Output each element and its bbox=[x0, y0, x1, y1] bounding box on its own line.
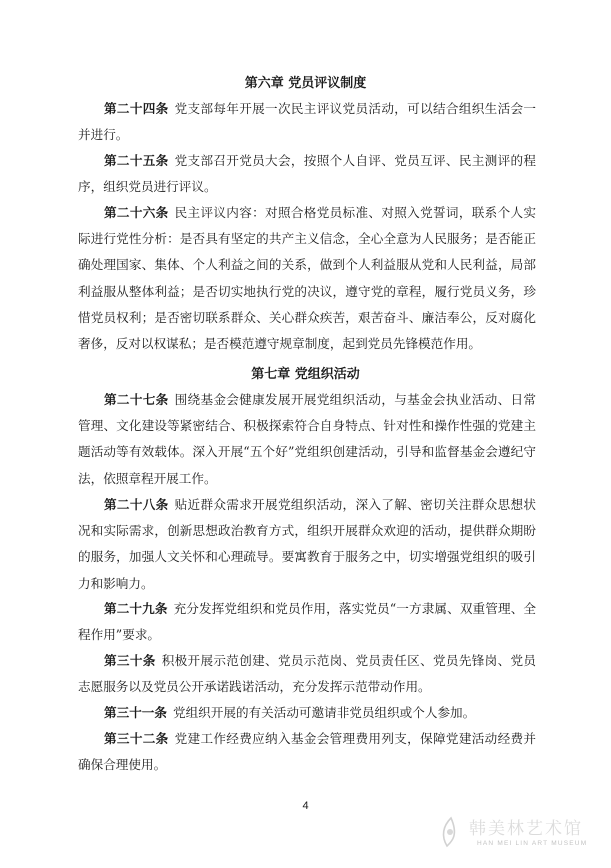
article-number: 第二十六条 bbox=[104, 205, 169, 220]
article-body: 民主评议内容：对照合格党员标准、对照入党誓词，联系个人实际进行党性分析：是否具有坚定的共产主义信念，全心全意为人民服务；是否能正确处理国家、集体、个人利益之间的关系，做到个人利益服从党和人民利益，局部利益服从整体利益；是否切实地执行党的决议，遵守党的章程，履行党员义务，珍惜党员权利；是否密切联系群众、关心群众疾苦，艰苦奋斗、廉洁奉公，反对腐化奢侈，反对以权谋私；是否模范遵守规章制度，起到党员先锋模范作用。 bbox=[78, 205, 537, 352]
article bbox=[78, 726, 536, 778]
article bbox=[78, 700, 536, 726]
article-body: 贴近群众需求开展党组织活动，深入了解、密切关注群众思想状况和实际需求，创新思想政治教育方式，组织开展群众欢迎的活动，提供群众期盼的服务，加强人文关怀和心理疏导。要寓教育于服务之中，切实增强党组织的吸引力和影响力。 bbox=[78, 497, 537, 591]
article-body: 围绕基金会健康发展开展党组织活动，与基金会执业活动、日常管理、文化建设等紧密结合、积极探索符合自身特点、针对性和操作性强的党建主题活动等有效载体。深入开展“五个好”党组织创建活动，引导和监督基金会遵纪守法，依照章程开展工作。 bbox=[78, 392, 537, 486]
chapter-title: 第六章 党员评议制度 bbox=[244, 76, 367, 91]
page-number: 4 bbox=[302, 800, 309, 812]
article-body: 党支部每年开展一次民主评议党员活动，可以结合组织生活会一并进行。 bbox=[78, 101, 537, 143]
article bbox=[78, 596, 536, 648]
article-body: 积极开展示范创建、党员示范岗、党员责任区、党员先锋岗、党员志愿服务以及党员公开承诺践诺活动，充分发挥示范带动作用。 bbox=[78, 653, 537, 695]
article-body: 党建工作经费应纳入基金会管理费用列支，保障党建活动经费并确保合理使用。 bbox=[78, 731, 537, 773]
article-number: 第二十八条 bbox=[104, 497, 169, 512]
museum-logo-icon bbox=[437, 816, 465, 850]
article bbox=[78, 648, 536, 700]
article-body: 党支部召开党员大会，按照个人自评、党员互评、民主测评的程序，组织党员进行评议。 bbox=[78, 153, 537, 195]
article bbox=[78, 148, 536, 200]
watermark-subtext: HAN MEI LIN ART MUSEUM bbox=[477, 840, 588, 847]
article-number: 第二十四条 bbox=[104, 101, 169, 116]
article-number: 第三十条 bbox=[104, 653, 156, 668]
museum-watermark bbox=[437, 810, 597, 856]
article-number: 第二十五条 bbox=[104, 153, 169, 168]
chapter-title: 第七章 党组织活动 bbox=[251, 367, 360, 382]
article bbox=[78, 200, 536, 357]
watermark-text: 韩美林艺术馆 bbox=[469, 819, 583, 839]
article-number: 第二十七条 bbox=[104, 392, 169, 407]
article-number: 第三十一条 bbox=[104, 705, 167, 720]
article bbox=[78, 96, 536, 148]
article-body: 充分发挥党组织和党员作用，落实党员“一方隶属、双重管理、全程作用”要求。 bbox=[78, 601, 536, 643]
article-number: 第二十九条 bbox=[104, 601, 168, 616]
article-number: 第三十二条 bbox=[104, 731, 169, 746]
article-body: 党组织开展的有关活动可邀请非党员组织或个人参加。 bbox=[172, 705, 476, 720]
article bbox=[78, 492, 536, 597]
article bbox=[78, 387, 536, 492]
